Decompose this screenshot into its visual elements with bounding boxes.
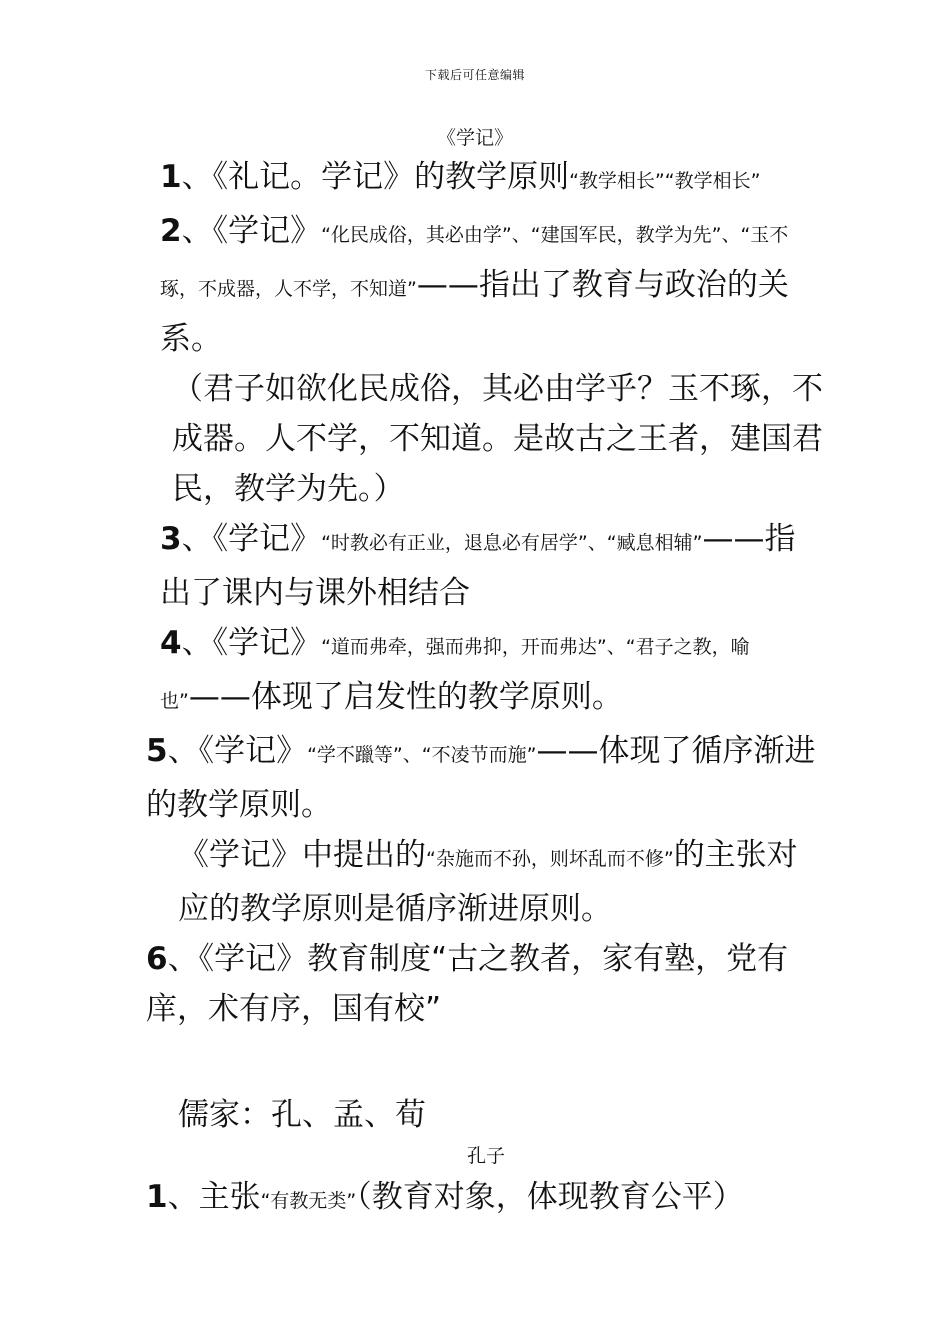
paragraph-5: [146, 726, 826, 830]
note-quote: “杂施而不孙，则坏乱而不修”: [426, 848, 674, 870]
paragraph-5-note: [146, 830, 826, 934]
item-tail: ——指出了课内与课外相结合: [160, 521, 796, 611]
paragraph-2-quote: （君子如欲化民成俗，其必由学乎？玉不琢，不成器。人不学，不知道。是故古之王者，建国君民，教学为先。）: [172, 371, 823, 507]
header-note: 下载后可任意编辑: [424, 68, 525, 82]
item-number: 5: [146, 733, 168, 769]
item-tail: ——体现了循序渐进的教学原则。: [146, 733, 816, 823]
doc-body: [146, 152, 826, 1226]
section-heading: 儒家：孔、孟、荀: [178, 1097, 426, 1133]
item-tail: （教育对象，体现教育公平）: [356, 1179, 744, 1215]
note-lead: 《学记》中提出的: [178, 837, 426, 873]
item-lead: 、《学记》: [167, 733, 308, 769]
confucius-item-1: [146, 1172, 826, 1226]
paragraph-2: [146, 206, 826, 364]
note-tail: 的主张对应的教学原则是循序渐进原则。: [178, 837, 798, 927]
doc-title: 《学记》: [436, 127, 513, 149]
item-quote: “学不躐等”、“不凌节而施”: [307, 744, 537, 766]
item-number: 2: [160, 213, 182, 249]
item-lead: 、主张: [167, 1179, 261, 1215]
item-lead: 、《学记》: [181, 213, 322, 249]
section-subtitle: 孔子: [466, 1145, 505, 1167]
item-tail: ——指出了教育与政治的关系。: [160, 267, 789, 357]
item-lead: 、《学记》: [181, 521, 322, 557]
item-number: 3: [160, 521, 182, 557]
item-text: 、《学记》教育制度“古之教者，家有塾，党有庠，术有序，国有校”: [146, 941, 789, 1027]
paragraph-6: [146, 934, 826, 1034]
item-quote: “时教必有正业，退息必有居学”、“臧息相辅”: [321, 532, 703, 554]
item-quote: “有教无类”: [260, 1190, 357, 1212]
item-quote: “道而弗牵，强而弗抑，开而弗达”、“君子之教，喻也”: [160, 636, 750, 712]
item-quote: “教学相长”“教学相长”: [569, 170, 761, 192]
paragraph-4: [146, 618, 826, 726]
item-number: 1: [146, 1179, 168, 1215]
item-lead: 、《礼记。学记》的教学原则: [181, 159, 570, 195]
paragraph-3: [146, 514, 826, 618]
item-number: 6: [146, 941, 168, 977]
item-number: 1: [160, 159, 182, 195]
item-tail: ——体现了启发性的教学原则。: [188, 679, 623, 715]
spacer: [146, 1034, 826, 1090]
item-quote: “化民成俗，其必由学”、“建国军民，教学为先”、“玉不琢，不成器，人不学，不知道”: [160, 224, 789, 300]
paragraph-1: [146, 152, 826, 206]
item-lead: 、《学记》: [181, 625, 322, 661]
item-number: 4: [160, 625, 182, 661]
